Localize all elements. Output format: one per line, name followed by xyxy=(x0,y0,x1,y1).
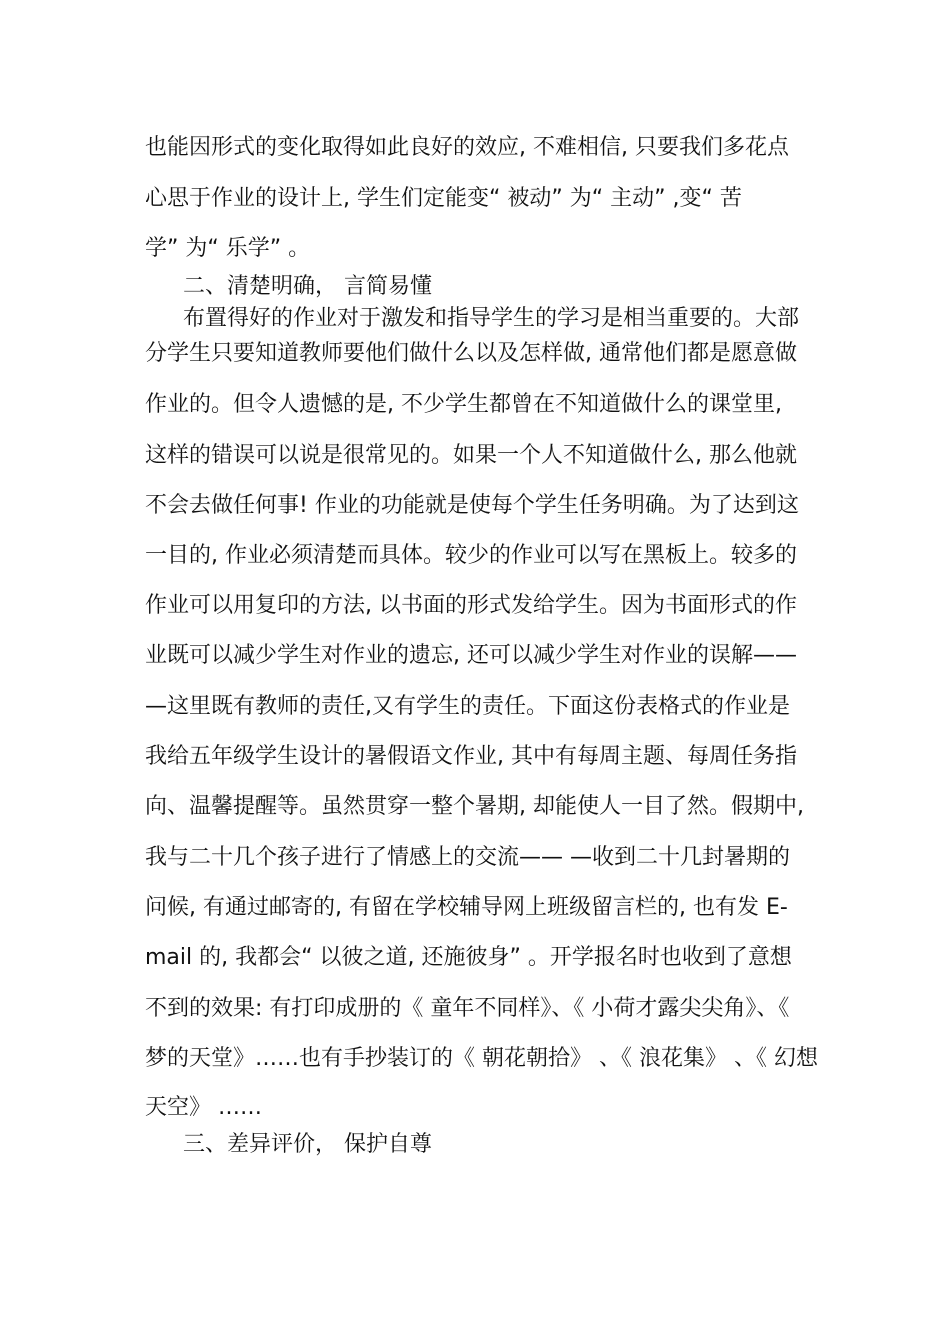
paragraph-line: mail 的, 我都会“ 以彼之道, 还施彼身” 。开学报名时也收到了意想 xyxy=(145,945,792,970)
paragraph-line: 分学生只要知道教师要他们做什么以及怎样做, 通常他们都是愿意做 xyxy=(145,341,797,366)
section-heading: 二、清楚明确， 言简易懂 xyxy=(183,274,432,299)
paragraph-line: 梦的天堂》……也有手抄装订的《 朝花朝拾》 、《 浪花集》 、《 幻想 xyxy=(145,1046,818,1071)
paragraph-line: 也能因形式的变化取得如此良好的效应, 不难相信, 只要我们多花点 xyxy=(145,135,789,160)
paragraph-line: —这里既有教师的责任,又有学生的责任。下面这份表格式的作业是 xyxy=(145,694,790,719)
paragraph-line: 业既可以减少学生对作业的遗忘, 还可以减少学生对作业的误解—— xyxy=(145,643,797,668)
paragraph-line: 一目的, 作业必须清楚而具体。较少的作业可以写在黑板上。较多的 xyxy=(145,543,797,568)
paragraph-line: 心思于作业的设计上, 学生们定能变“ 被动” 为“ 主动” ,变“ 苦 xyxy=(145,186,742,211)
paragraph-line: 学” 为“ 乐学” 。 xyxy=(145,236,311,261)
paragraph-line: 不会去做任何事! 作业的功能就是使每个学生任务明确。为了达到这 xyxy=(145,493,799,518)
paragraph-line: 作业可以用复印的方法, 以书面的形式发给学生。因为书面形式的作 xyxy=(145,593,797,618)
paragraph-line: 布置得好的作业对于激发和指导学生的学习是相当重要的。大部 xyxy=(183,306,800,331)
paragraph-line: 天空》 …… xyxy=(145,1095,262,1120)
paragraph-line: 我与二十几个孩子进行了情感上的交流—— —收到二十几封暑期的 xyxy=(145,845,790,870)
paragraph-line: 不到的效果: 有打印成册的《 童年不同样》、《 小荷才露尖尖角》、《 xyxy=(145,996,790,1021)
section-heading: 三、差异评价， 保护自尊 xyxy=(183,1132,432,1157)
paragraph-line: 问候, 有通过邮寄的, 有留在学校辅导网上班级留言栏的, 也有发 E- xyxy=(145,895,788,920)
paragraph-line: 我给五年级学生设计的暑假语文作业, 其中有每周主题、每周任务指 xyxy=(145,744,797,769)
paragraph-line: 这样的错误可以说是很常见的。如果一个人不知道做什么, 那么他就 xyxy=(145,443,797,468)
paragraph-line: 作业的。但令人遗憾的是, 不少学生都曾在不知道做什么的课堂里, xyxy=(145,392,782,417)
paragraph-line: 向、温馨提醒等。虽然贯穿一整个暑期, 却能使人一目了然。假期中, xyxy=(145,794,804,819)
